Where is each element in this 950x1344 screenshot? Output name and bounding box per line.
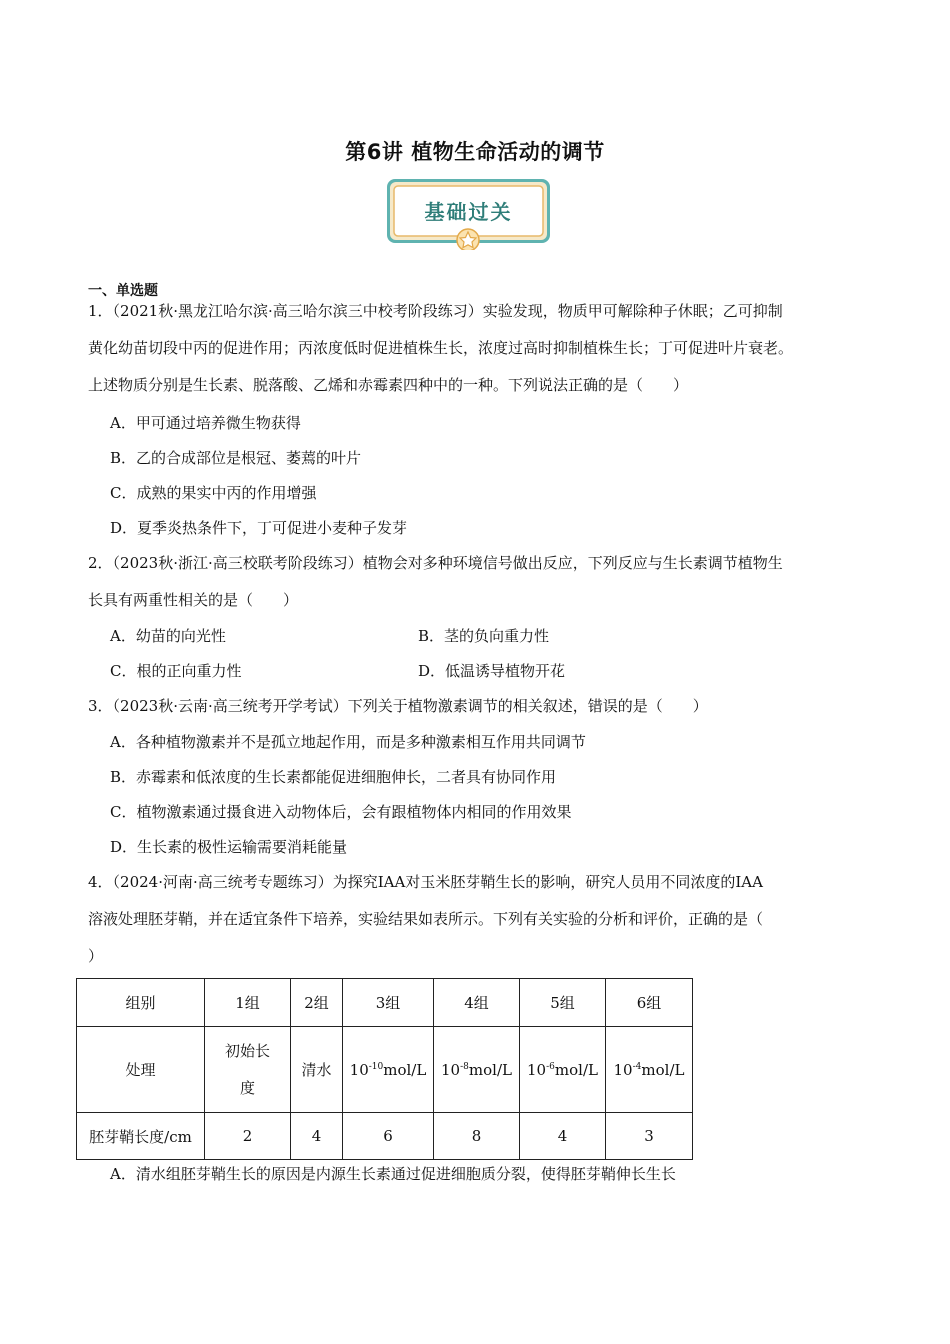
table-cell: 4 xyxy=(520,1113,606,1160)
conc-base: 10 xyxy=(527,1060,547,1079)
table-cell: 2组 xyxy=(291,979,343,1027)
table-cell: 1组 xyxy=(205,979,291,1027)
conc-unit: mol/L xyxy=(468,1060,512,1079)
table-cell: 6 xyxy=(343,1113,434,1160)
conc-exponent: -10 xyxy=(368,1061,384,1072)
q1-option-d[interactable]: D．夏季炎热条件下，丁可促进小麦种子发芽 xyxy=(110,519,408,537)
table-cell: 清水 xyxy=(291,1027,343,1113)
table-cell: 4组 xyxy=(434,979,520,1027)
question-line: 4．（2024·河南·高三统考专题练习）为探究IAA对玉米胚芽鞘生长的影响，研究人员用不同浓度的IAA xyxy=(88,873,763,891)
table-row xyxy=(77,1113,693,1160)
q2-option-b[interactable]: B．茎的负向重力性 xyxy=(418,627,550,645)
table-cell: 3 xyxy=(606,1113,693,1160)
conc-unit: mol/L xyxy=(383,1060,427,1079)
table-row xyxy=(77,1027,693,1113)
page-title: 第6讲 植物生命活动的调节 xyxy=(345,140,605,164)
table-cell xyxy=(205,1027,291,1113)
q4-option-a[interactable]: A．清水组胚芽鞘生长的原因是内源生长素通过促进细胞质分裂，使得胚芽鞘伸长生长 xyxy=(110,1165,676,1183)
question-line: ） xyxy=(88,947,104,965)
question-2-stem xyxy=(88,545,878,619)
table-cell: 6组 xyxy=(606,979,693,1027)
cell-line: 度 xyxy=(239,1078,255,1097)
conc-unit: mol/L xyxy=(554,1060,598,1079)
conc-unit: mol/L xyxy=(641,1060,685,1079)
conc-base: 10 xyxy=(441,1060,461,1079)
q3-option-d[interactable]: D．生长素的极性运输需要消耗能量 xyxy=(110,838,348,856)
table-cell: 胚芽鞘长度/cm xyxy=(77,1113,205,1160)
table-cell: 5组 xyxy=(520,979,606,1027)
question-line: 1．（2021秋·黑龙江哈尔滨·高三哈尔滨三中校考阶段练习）实验发现，物质甲可解除种子休眠；乙可抑制 xyxy=(88,302,783,320)
table-cell: 处理 xyxy=(77,1027,205,1113)
question-line: 3．（2023秋·云南·高三统考开学考试）下列关于植物激素调节的相关叙述，错误的是（ ） xyxy=(88,697,708,715)
conc-base: 10 xyxy=(613,1060,633,1079)
table-cell xyxy=(520,1027,606,1113)
table-cell: 8 xyxy=(434,1113,520,1160)
question-line: 2．（2023秋·浙江·高三校联考阶段练习）植物会对多种环境信号做出反应，下列反应与生长素调节植物生 xyxy=(88,554,783,572)
q1-option-c[interactable]: C．成熟的果实中丙的作用增强 xyxy=(110,484,317,502)
conc-exponent: -6 xyxy=(546,1061,555,1072)
cell-line: 初始长 xyxy=(224,1041,270,1060)
question-line: 溶液处理胚芽鞘，并在适宜条件下培养，实验结果如表所示。下列有关实验的分析和评价，正确的是（ xyxy=(88,910,764,928)
table-cell xyxy=(434,1027,520,1113)
conc-base: 10 xyxy=(349,1060,369,1079)
table-cell xyxy=(343,1027,434,1113)
section-heading: 一、单选题 xyxy=(88,283,158,299)
table-cell: 组别 xyxy=(77,979,205,1027)
table-cell: 3组 xyxy=(343,979,434,1027)
q2-option-c[interactable]: C．根的正向重力性 xyxy=(110,662,242,680)
table-cell: 2 xyxy=(205,1113,291,1160)
question-3-stem xyxy=(88,688,878,725)
conc-exponent: -4 xyxy=(632,1061,642,1072)
results-table xyxy=(76,978,693,1160)
question-1-stem xyxy=(88,293,878,404)
question-line: 黄化幼苗切段中丙的促进作用；丙浓度低时促进植株生长，浓度过高时抑制植株生长；丁可促进叶片衰老。 xyxy=(88,339,794,357)
table-header-row xyxy=(77,979,693,1027)
q3-option-c[interactable]: C．植物激素通过摄食进入动物体后，会有跟植物体内相同的作用效果 xyxy=(110,803,572,821)
q1-option-a[interactable]: A．甲可通过培养微生物获得 xyxy=(110,414,301,432)
table-cell: 4 xyxy=(291,1113,343,1160)
question-4-stem xyxy=(88,864,878,975)
conc-exponent: -8 xyxy=(460,1061,469,1072)
q3-option-a[interactable]: A．各种植物激素并不是孤立地起作用，而是多种激素相互作用共同调节 xyxy=(110,733,586,751)
question-line: 长具有两重性相关的是（ ） xyxy=(88,591,299,609)
question-line: 上述物质分别是生长素、脱落酸、乙烯和赤霉素四种中的一种。下列说法正确的是（ ） xyxy=(88,376,689,394)
table-cell xyxy=(606,1027,693,1113)
q2-option-d[interactable]: D．低温诱导植物开花 xyxy=(418,662,566,680)
badge-label: 基础过关 xyxy=(424,200,513,224)
q3-option-b[interactable]: B．赤霉素和低浓度的生长素都能促进细胞伸长，二者具有协同作用 xyxy=(110,768,557,786)
q1-option-b[interactable]: B．乙的合成部位是根冠、萎蔫的叶片 xyxy=(110,449,362,467)
q2-option-a[interactable]: A．幼苗的向光性 xyxy=(110,627,226,645)
